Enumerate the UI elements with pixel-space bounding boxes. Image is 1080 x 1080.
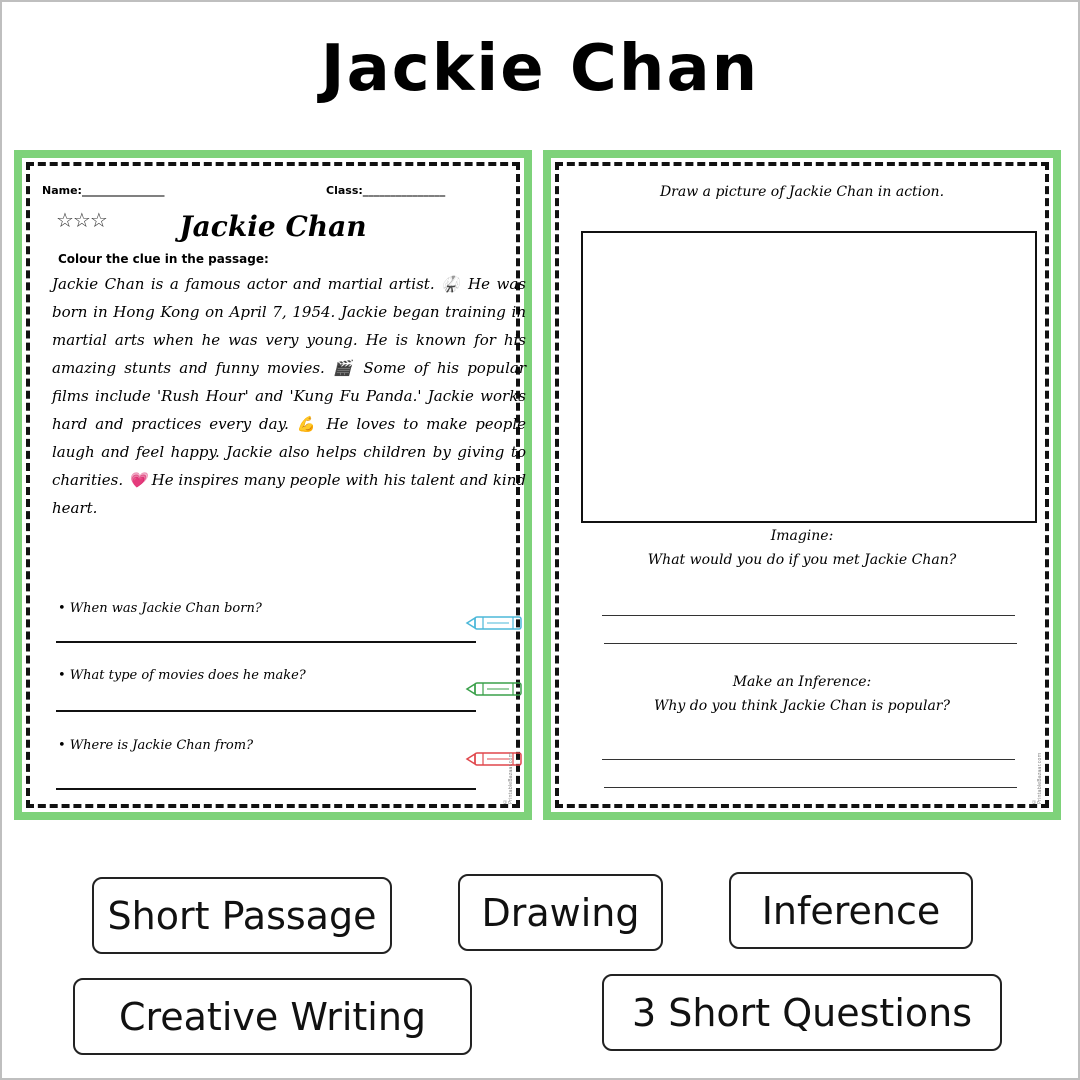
question-2: • What type of movies does he make?: [58, 668, 306, 683]
answer-line-3[interactable]: [56, 788, 476, 790]
name-field-label: Name:_______________: [42, 184, 165, 197]
credit-text: © PrintableBazaar.com: [1031, 752, 1043, 804]
dashed-border: [555, 162, 1049, 808]
answer-line-1[interactable]: [56, 641, 476, 643]
answer-line-2[interactable]: [56, 710, 476, 712]
dashed-border: [26, 162, 526, 808]
writing-line[interactable]: [604, 643, 1017, 644]
writing-line[interactable]: [602, 615, 1015, 616]
reading-passage: Jackie Chan is a famous actor and martial artist. 🥋 He was born in Hong Kong on April 7, 1954. Jackie began training in martial arts when he was very young. He is known for his amazing stunts and funny movies. 🎬 Some of his popular films include 'Rush Hour' and 'Kung Fu Panda.' Jackie works hard and practices every day. 💪 He loves to make people laugh and feel happy. Jackie also helps children by giving to charities. 💗 He inspires many people with his talent and kind heart.: [52, 275, 526, 517]
writing-line[interactable]: [602, 759, 1015, 760]
tag-creative-writing: Creative Writing: [73, 978, 472, 1055]
writing-line[interactable]: [604, 787, 1017, 788]
class-field-label: Class:_______________: [326, 184, 446, 197]
inference-heading: Make an Inference:: [732, 674, 872, 690]
worksheet-passage-page: [14, 150, 532, 820]
question-3: • Where is Jackie Chan from?: [58, 738, 254, 753]
page-title: Jackie Chan: [320, 32, 760, 106]
drawing-box[interactable]: [581, 231, 1037, 523]
inference-question: Why do you think Jackie Chan is popular?: [653, 698, 951, 714]
crayon-icon: [465, 615, 525, 631]
rating-stars-icon: ☆☆☆: [56, 208, 107, 232]
draw-prompt: Draw a picture of Jackie Chan in action.: [659, 184, 945, 200]
worksheet-drawing-page: [543, 150, 1061, 820]
crayon-icon: [465, 751, 525, 767]
imagine-heading: Imagine:: [770, 528, 834, 544]
tag-3-short-questions: 3 Short Questions: [602, 974, 1002, 1051]
passage-instruction: Colour the clue in the passage:: [58, 252, 269, 266]
tag-drawing: Drawing: [458, 874, 663, 951]
credit-text: © PrintableBazaar.com: [502, 752, 514, 804]
imagine-question: What would you do if you met Jackie Chan?: [647, 552, 957, 568]
tag-inference: Inference: [729, 872, 973, 949]
crayon-icon: [465, 681, 525, 697]
worksheet-title: Jackie Chan: [179, 210, 367, 243]
tag-short-passage: Short Passage: [92, 877, 392, 954]
question-1: • When was Jackie Chan born?: [58, 601, 262, 616]
